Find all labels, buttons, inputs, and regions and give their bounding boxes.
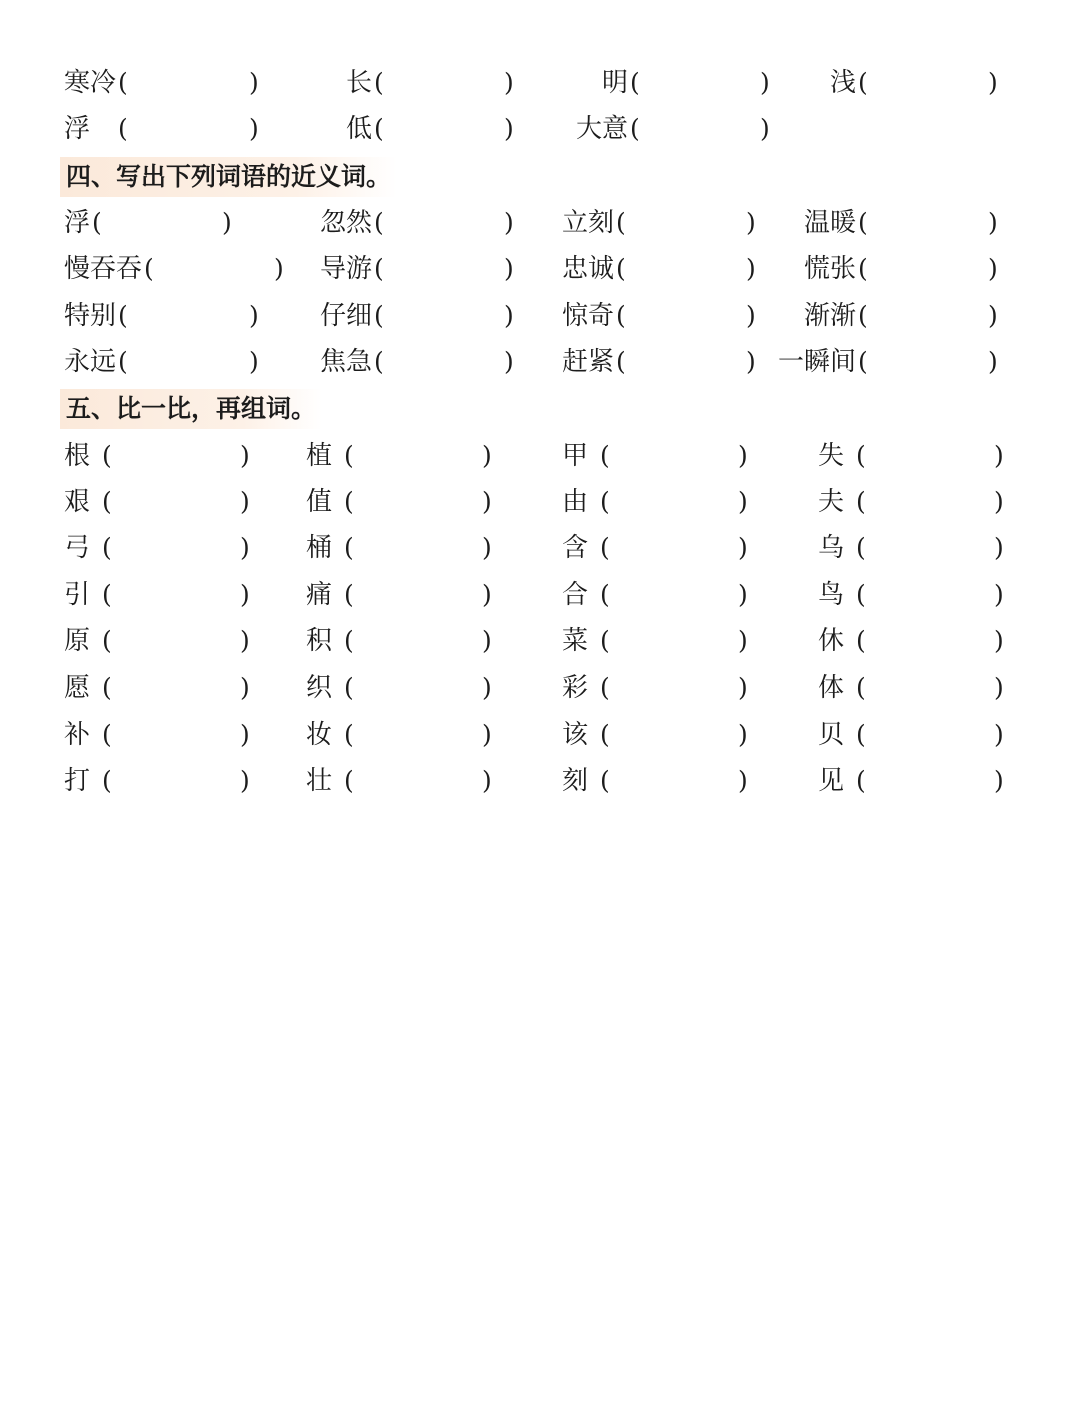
compare-row	[0, 436, 1080, 476]
answer-open-paren: (	[600, 580, 610, 609]
answer-open-paren: (	[600, 673, 610, 702]
answer-open-paren: (	[856, 766, 866, 795]
compare-row	[0, 528, 1080, 568]
answer-open-paren: (	[374, 347, 384, 376]
answer-close-paren: )	[994, 441, 1004, 470]
answer-open-paren: (	[616, 254, 626, 283]
item-word: 永远	[64, 347, 117, 377]
answer-close-paren: )	[482, 626, 492, 655]
item-word: 惊奇	[562, 301, 615, 331]
answer-close-paren: )	[760, 114, 770, 143]
answer-open-paren: (	[616, 301, 626, 330]
answer-close-paren: )	[504, 114, 514, 143]
answer-open-paren: (	[858, 68, 868, 97]
item-word: 刻	[562, 766, 589, 796]
item-word: 低	[346, 114, 373, 144]
answer-open-paren: (	[856, 673, 866, 702]
item-word: 渐渐	[804, 301, 857, 331]
item-word: 焦急	[320, 347, 373, 377]
item-word: 立刻	[562, 208, 615, 238]
opposites-row	[0, 109, 1080, 149]
item-word: 贝	[818, 720, 845, 750]
item-word: 休	[818, 626, 845, 656]
item-word: 弓	[64, 533, 91, 563]
answer-close-paren: )	[240, 487, 250, 516]
answer-open-paren: (	[600, 533, 610, 562]
item-word: 浮	[64, 208, 91, 238]
item-word: 壮	[306, 766, 333, 796]
compare-row	[0, 668, 1080, 708]
compare-row	[0, 575, 1080, 615]
item-word: 导游	[320, 254, 373, 284]
answer-close-paren: )	[249, 301, 259, 330]
answer-close-paren: )	[738, 487, 748, 516]
item-word: 彩	[562, 673, 589, 703]
section-5-heading: 五、比一比，再组词。	[60, 389, 322, 429]
answer-open-paren: (	[102, 673, 112, 702]
answer-open-paren: (	[102, 766, 112, 795]
answer-open-paren: (	[856, 720, 866, 749]
answer-close-paren: )	[249, 347, 259, 376]
item-word: 值	[306, 487, 333, 517]
synonym-row	[0, 296, 1080, 336]
answer-close-paren: )	[738, 673, 748, 702]
item-word: 浮	[64, 114, 91, 144]
answer-open-paren: (	[600, 487, 610, 516]
answer-close-paren: )	[760, 68, 770, 97]
item-word: 由	[562, 487, 589, 517]
answer-close-paren: )	[504, 208, 514, 237]
item-word: 明	[602, 68, 629, 98]
answer-close-paren: )	[746, 208, 756, 237]
answer-close-paren: )	[482, 533, 492, 562]
item-word: 愿	[64, 673, 91, 703]
compare-row	[0, 761, 1080, 801]
synonym-row	[0, 203, 1080, 243]
item-word: 浅	[830, 68, 857, 98]
answer-close-paren: )	[482, 673, 492, 702]
answer-open-paren: (	[374, 68, 384, 97]
answer-open-paren: (	[856, 580, 866, 609]
item-word: 大意	[576, 114, 629, 144]
answer-close-paren: )	[504, 68, 514, 97]
compare-row	[0, 621, 1080, 661]
item-word: 乌	[818, 533, 845, 563]
answer-close-paren: )	[240, 533, 250, 562]
item-word: 赶紧	[562, 347, 615, 377]
answer-close-paren: )	[746, 301, 756, 330]
answer-close-paren: )	[222, 208, 232, 237]
answer-open-paren: (	[616, 208, 626, 237]
answer-open-paren: (	[102, 533, 112, 562]
answer-open-paren: (	[630, 114, 640, 143]
answer-open-paren: (	[856, 533, 866, 562]
item-word: 艰	[64, 487, 91, 517]
answer-close-paren: )	[482, 720, 492, 749]
item-word: 温暖	[804, 208, 857, 238]
answer-open-paren: (	[344, 720, 354, 749]
answer-close-paren: )	[994, 533, 1004, 562]
answer-close-paren: )	[746, 254, 756, 283]
item-word: 体	[818, 673, 845, 703]
answer-open-paren: (	[118, 301, 128, 330]
answer-open-paren: (	[374, 114, 384, 143]
answer-close-paren: )	[482, 766, 492, 795]
answer-close-paren: )	[738, 441, 748, 470]
answer-close-paren: )	[240, 441, 250, 470]
item-word: 忠诚	[562, 254, 615, 284]
answer-close-paren: )	[988, 301, 998, 330]
answer-open-paren: (	[344, 766, 354, 795]
opposites-row	[0, 63, 1080, 103]
item-word: 积	[306, 626, 333, 656]
answer-open-paren: (	[858, 301, 868, 330]
answer-close-paren: )	[249, 68, 259, 97]
item-word: 夫	[818, 487, 845, 517]
item-word: 该	[562, 720, 589, 750]
answer-close-paren: )	[988, 208, 998, 237]
item-word: 痛	[306, 580, 333, 610]
item-word: 见	[818, 766, 845, 796]
answer-open-paren: (	[856, 441, 866, 470]
item-word: 甲	[562, 441, 589, 471]
answer-open-paren: (	[600, 626, 610, 655]
answer-close-paren: )	[738, 533, 748, 562]
item-word: 菜	[562, 626, 589, 656]
answer-open-paren: (	[118, 114, 128, 143]
answer-close-paren: )	[249, 114, 259, 143]
item-word: 合	[562, 580, 589, 610]
item-word: 补	[64, 720, 91, 750]
answer-open-paren: (	[858, 254, 868, 283]
answer-close-paren: )	[274, 254, 284, 283]
answer-close-paren: )	[504, 301, 514, 330]
answer-open-paren: (	[144, 254, 154, 283]
item-word: 织	[306, 673, 333, 703]
answer-close-paren: )	[738, 580, 748, 609]
answer-close-paren: )	[504, 347, 514, 376]
answer-close-paren: )	[746, 347, 756, 376]
item-word: 一瞬间	[778, 347, 857, 377]
answer-close-paren: )	[988, 347, 998, 376]
answer-close-paren: )	[240, 766, 250, 795]
answer-open-paren: (	[374, 208, 384, 237]
answer-open-paren: (	[616, 347, 626, 376]
answer-close-paren: )	[504, 254, 514, 283]
answer-close-paren: )	[994, 580, 1004, 609]
item-word: 含	[562, 533, 589, 563]
answer-close-paren: )	[240, 720, 250, 749]
item-word: 根	[64, 441, 91, 471]
item-word: 失	[818, 441, 845, 471]
answer-open-paren: (	[92, 208, 102, 237]
answer-close-paren: )	[482, 441, 492, 470]
answer-open-paren: (	[118, 347, 128, 376]
answer-open-paren: (	[118, 68, 128, 97]
answer-close-paren: )	[994, 487, 1004, 516]
section-4-heading: 四、写出下列词语的近义词。	[60, 157, 397, 197]
answer-close-paren: )	[482, 487, 492, 516]
item-word: 原	[64, 626, 91, 656]
answer-open-paren: (	[858, 208, 868, 237]
item-word: 打	[64, 766, 91, 796]
item-word: 长	[346, 68, 373, 98]
answer-open-paren: (	[630, 68, 640, 97]
item-word: 桶	[306, 533, 333, 563]
answer-close-paren: )	[988, 254, 998, 283]
item-word: 植	[306, 441, 333, 471]
answer-open-paren: (	[102, 626, 112, 655]
answer-open-paren: (	[856, 487, 866, 516]
answer-close-paren: )	[482, 580, 492, 609]
answer-close-paren: )	[994, 766, 1004, 795]
answer-close-paren: )	[994, 673, 1004, 702]
answer-open-paren: (	[344, 441, 354, 470]
answer-open-paren: (	[102, 580, 112, 609]
answer-open-paren: (	[102, 441, 112, 470]
answer-close-paren: )	[240, 580, 250, 609]
answer-open-paren: (	[374, 301, 384, 330]
answer-open-paren: (	[856, 626, 866, 655]
item-word: 特别	[64, 301, 117, 331]
compare-row	[0, 482, 1080, 522]
answer-close-paren: )	[738, 626, 748, 655]
answer-open-paren: (	[374, 254, 384, 283]
item-word: 慢吞吞	[64, 254, 143, 284]
answer-open-paren: (	[858, 347, 868, 376]
answer-close-paren: )	[994, 626, 1004, 655]
answer-open-paren: (	[102, 720, 112, 749]
answer-open-paren: (	[344, 626, 354, 655]
answer-close-paren: )	[240, 673, 250, 702]
item-word: 慌张	[804, 254, 857, 284]
item-word: 引	[64, 580, 91, 610]
item-word: 寒冷	[64, 68, 117, 98]
answer-close-paren: )	[240, 626, 250, 655]
item-word: 妆	[306, 720, 333, 750]
answer-open-paren: (	[344, 487, 354, 516]
answer-open-paren: (	[600, 720, 610, 749]
answer-open-paren: (	[600, 766, 610, 795]
synonym-row	[0, 249, 1080, 289]
item-word: 仔细	[320, 301, 373, 331]
synonym-row	[0, 342, 1080, 382]
answer-open-paren: (	[344, 580, 354, 609]
answer-open-paren: (	[600, 441, 610, 470]
item-word: 鸟	[818, 580, 845, 610]
answer-close-paren: )	[994, 720, 1004, 749]
answer-open-paren: (	[102, 487, 112, 516]
answer-close-paren: )	[988, 68, 998, 97]
answer-close-paren: )	[738, 720, 748, 749]
answer-open-paren: (	[344, 673, 354, 702]
answer-open-paren: (	[344, 533, 354, 562]
compare-row	[0, 715, 1080, 755]
item-word: 忽然	[320, 208, 373, 238]
answer-close-paren: )	[738, 766, 748, 795]
